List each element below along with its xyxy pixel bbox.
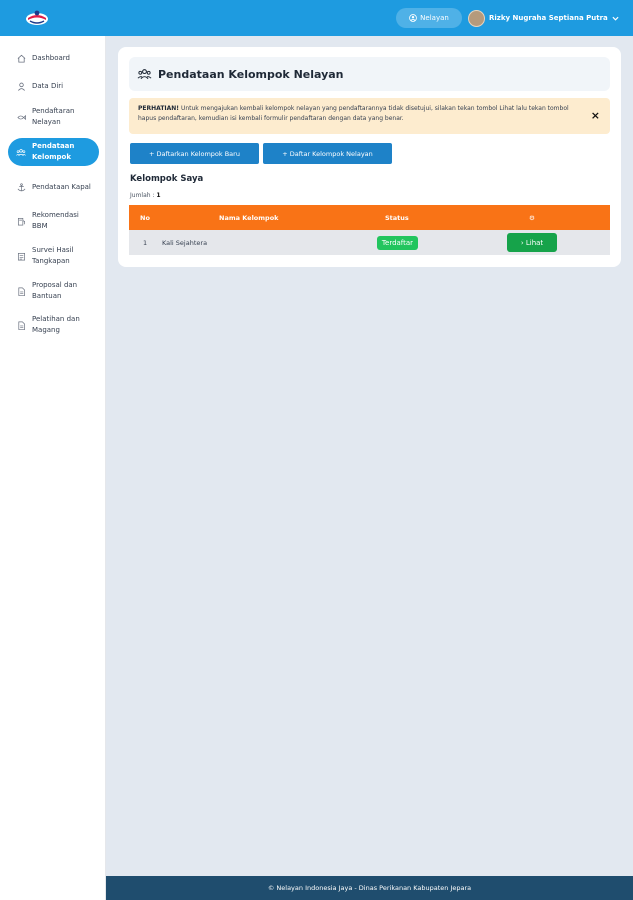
sidebar-item-data-diri[interactable]	[8, 79, 99, 93]
app-logo-icon[interactable]	[25, 8, 49, 26]
sidebar-item-survei-hasil-tangkapan[interactable]	[8, 244, 99, 268]
sidebar-item-label: Pendaftaran Nelayan	[32, 107, 75, 126]
sidebar	[0, 36, 106, 900]
sidebar-item-pendataan-kapal[interactable]	[8, 175, 99, 199]
view-button[interactable]: › Lihat	[507, 233, 557, 252]
table-header	[129, 205, 610, 230]
sidebar-item-pendataan-kelompok[interactable]	[8, 138, 99, 166]
row-number: 1	[143, 238, 148, 247]
document-icon	[16, 320, 26, 330]
footer-text: © Nelayan Indonesia Jaya - Dinas Perikanan Kabupaten Jepara	[267, 884, 472, 892]
count-label: Jumlah :	[130, 192, 155, 199]
sidebar-item-rekomendasi-bbm[interactable]	[8, 209, 99, 233]
section-title: Kelompok Saya	[130, 174, 204, 184]
user-icon	[16, 81, 26, 91]
count-value: 1	[156, 192, 161, 199]
gear-icon: ⚙	[529, 213, 535, 222]
sidebar-item-label: Pelatihan dan Magang	[32, 315, 80, 334]
table-row	[129, 230, 610, 255]
close-icon[interactable]: ×	[590, 109, 600, 122]
column-header-name: Nama Kelompok	[219, 213, 279, 222]
content-card	[118, 47, 621, 267]
sidebar-item-label: Data Diri	[32, 81, 64, 90]
page-title: Pendataan Kelompok Nelayan	[158, 67, 344, 81]
group-name: Kali Sejahtera	[162, 238, 208, 247]
sidebar-item-label: Survei Hasil Tangkapan	[32, 246, 74, 265]
sidebar-item-dashboard[interactable]	[8, 51, 99, 65]
sidebar-item-proposal-dan-bantuan[interactable]	[8, 279, 99, 303]
alert-message: Untuk mengajukan kembali kelompok nelayan yang pendaftarannya tidak disetujui, silakan tekan tombol Lihat lalu tekan tombol hapus pendaftaran, kemudian isi kembali formulir pendaftaran dengan data yang benar.	[138, 105, 569, 122]
sidebar-item-label: Pendataan Kapal	[32, 182, 91, 191]
sidebar-item-label: Proposal dan Bantuan	[32, 281, 78, 300]
sidebar-item-label: Dashboard	[32, 53, 70, 62]
group-icon	[16, 147, 26, 157]
register-group-button[interactable]: + Daftarkan Kelompok Baru	[130, 143, 259, 164]
role-badge[interactable]	[396, 8, 462, 28]
top-bar	[0, 0, 633, 36]
column-header-status: Status	[385, 213, 409, 222]
footer	[106, 876, 633, 900]
sidebar-item-pendaftaran-nelayan[interactable]	[8, 105, 99, 129]
group-list-button[interactable]: + Daftar Kelompok Nelayan	[263, 143, 392, 164]
page-header	[129, 57, 610, 91]
sidebar-item-label: Pendataan Kelompok	[32, 142, 75, 161]
fish-icon	[16, 112, 26, 122]
warning-alert	[129, 98, 610, 134]
role-label: Nelayan	[420, 14, 449, 22]
sidebar-item-label: Rekomendasi BBM	[32, 211, 79, 230]
clipboard-icon	[16, 251, 26, 261]
sidebar-item-pelatihan-dan-magang[interactable]	[8, 313, 99, 337]
column-header-no: No	[140, 213, 150, 222]
alert-title: PERHATIAN!	[138, 105, 180, 112]
status-badge: Terdaftar	[377, 236, 418, 250]
avatar	[468, 10, 485, 27]
chevron-down-icon	[612, 15, 619, 22]
home-icon	[16, 53, 26, 63]
fuel-icon	[16, 216, 26, 226]
group-count	[130, 192, 161, 199]
user-name: Rizky Nugraha Septiana Putra	[489, 14, 608, 22]
document-icon	[16, 286, 26, 296]
anchor-icon	[16, 182, 26, 192]
user-circle-icon	[409, 14, 417, 22]
group-icon	[137, 68, 152, 80]
user-menu[interactable]	[468, 9, 619, 27]
